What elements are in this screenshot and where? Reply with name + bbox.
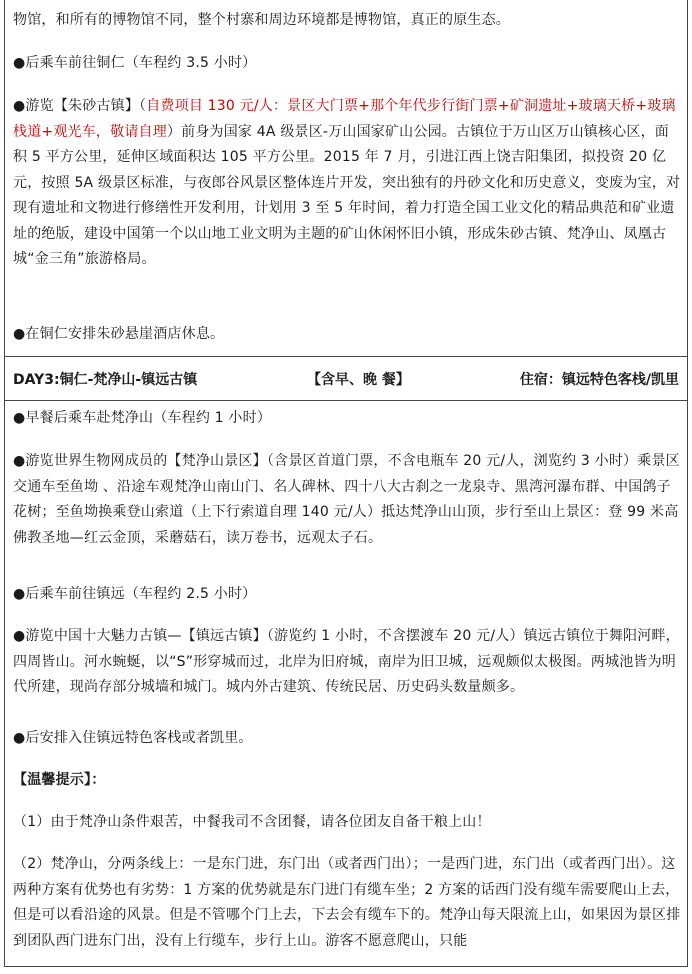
fanjing-paragraph: ●游览世界生物网成员的【梵净山景区】（含景区首道门票，不含电瓶车 20 元/人，浏览约 3 小时）乘景区交通车至鱼坳 、沿途车观梵净山南山门、名人碑林、四十八大古刹之一龙泉寺、黑湾河瀑布群、中国鸽子花树；至鱼坳换乘登山索道（上下行索道自理 140 元/人）抵达梵净山山顶，步行至山上景区：登 99 米高佛教圣地—红云金顶，采蘑菇石，读万卷书，远观太子石。 (13, 453, 680, 546)
hotel-zhenyuan: ●后安排入住镇远特色客栈或者凯里。 (13, 730, 253, 746)
day3-meals: 【含早、晚 餐】 (307, 372, 410, 388)
zhusha-body: ）前身为国家 4A 级景区-万山国家矿山公园。古镇位于万山区万山镇核心区，面积 5 平方公里，延伸区域面积达 105 平方公里。2015 年 7 月，引进江西上饶吉阳集团，拟投资 20 亿元，按照 5A 级景区标准，与夜郎谷风景区整体连片开发，突出独有的丹砂文化和历史意义，变废为宝，对现有遗址和文物进行修缮性开发利用，计划用 3 至 5 年时间，着力打造全国工业文化的精品典范和矿业遗址的绝版，建设中国第一个以山地工业文明为主题的矿山休闲怀旧小镇，形成朱砂古镇、梵净山、凤凰古城“金三角”旅游格局。 (13, 123, 681, 267)
transfer-tongren: ●后乘车前往铜仁（车程约 3.5 小时） (13, 55, 257, 71)
transfer-zhenyuan: ●后乘车前往镇远（车程约 2.5 小时） (13, 586, 257, 602)
hotel-tongren: ●在铜仁安排朱砂悬崖酒店休息。 (13, 326, 225, 342)
day3-title: DAY3:铜仁-梵净山-镇远古镇 (13, 372, 198, 388)
divider (5, 400, 687, 401)
breakfast-transfer: ●早餐后乘车赴梵净山（车程约 1 小时） (13, 410, 272, 426)
tip-1: （1）由于梵净山条件艰苦，中餐我司不含团餐，请各位团友自备干粮上山！ (13, 814, 491, 830)
itinerary-table (4, 0, 688, 967)
day3-header (5, 357, 687, 401)
zhusha-optional-fees: 自费项目 130 元/人：景区大门票+那个年代步行街门票+矿洞遗址+玻璃天桥+玻璃栈道+观光车，敬请自理 (13, 98, 676, 140)
zhenyuan-paragraph: ●游览中国十大魅力古镇—【镇远古镇】（游览约 1 小时，不含摆渡车 20 元/人）镇远古镇位于舞阳河畔，四周皆山。河水蜿蜒，以“S”形穿城而过，北岸为旧府城，南岸为旧卫城，远观颇似太极图。两城池皆为明代所建，现尚存部分城墙和城门。城内外古建筑、传统民居、历史码头数量颇多。 (13, 628, 680, 695)
zhusha-prefix: ●游览【朱砂古镇】（ (13, 98, 147, 114)
day3-lodging: 住宿：镇远特色客栈/凯里 (519, 372, 679, 388)
tip-2: （2）梵净山，分两条线上：一是东门进，东门出（或者西门出）；一是西门进，东门出（或者西门出）。这两种方案有优势也有劣势：1 方案的优势就是东门进门有缆车坐；2 方案的话西门没有缆车需要爬山上去，但是可以看沿途的风景。但是不管哪个门上去，下去会有缆车下的。梵净山每天限流上山，如果因为景区排到团队西门进东门出，没有上行缆车，步行上山。游客不愿意爬山，只能 (13, 856, 681, 949)
tips-title: 【温馨提示】： (13, 772, 106, 788)
zhusha-paragraph (13, 94, 681, 273)
intro-line: 物馆，和所有的博物馆不同，整个村寨和周边环境都是博物馆，真正的原生态。 (13, 12, 510, 28)
